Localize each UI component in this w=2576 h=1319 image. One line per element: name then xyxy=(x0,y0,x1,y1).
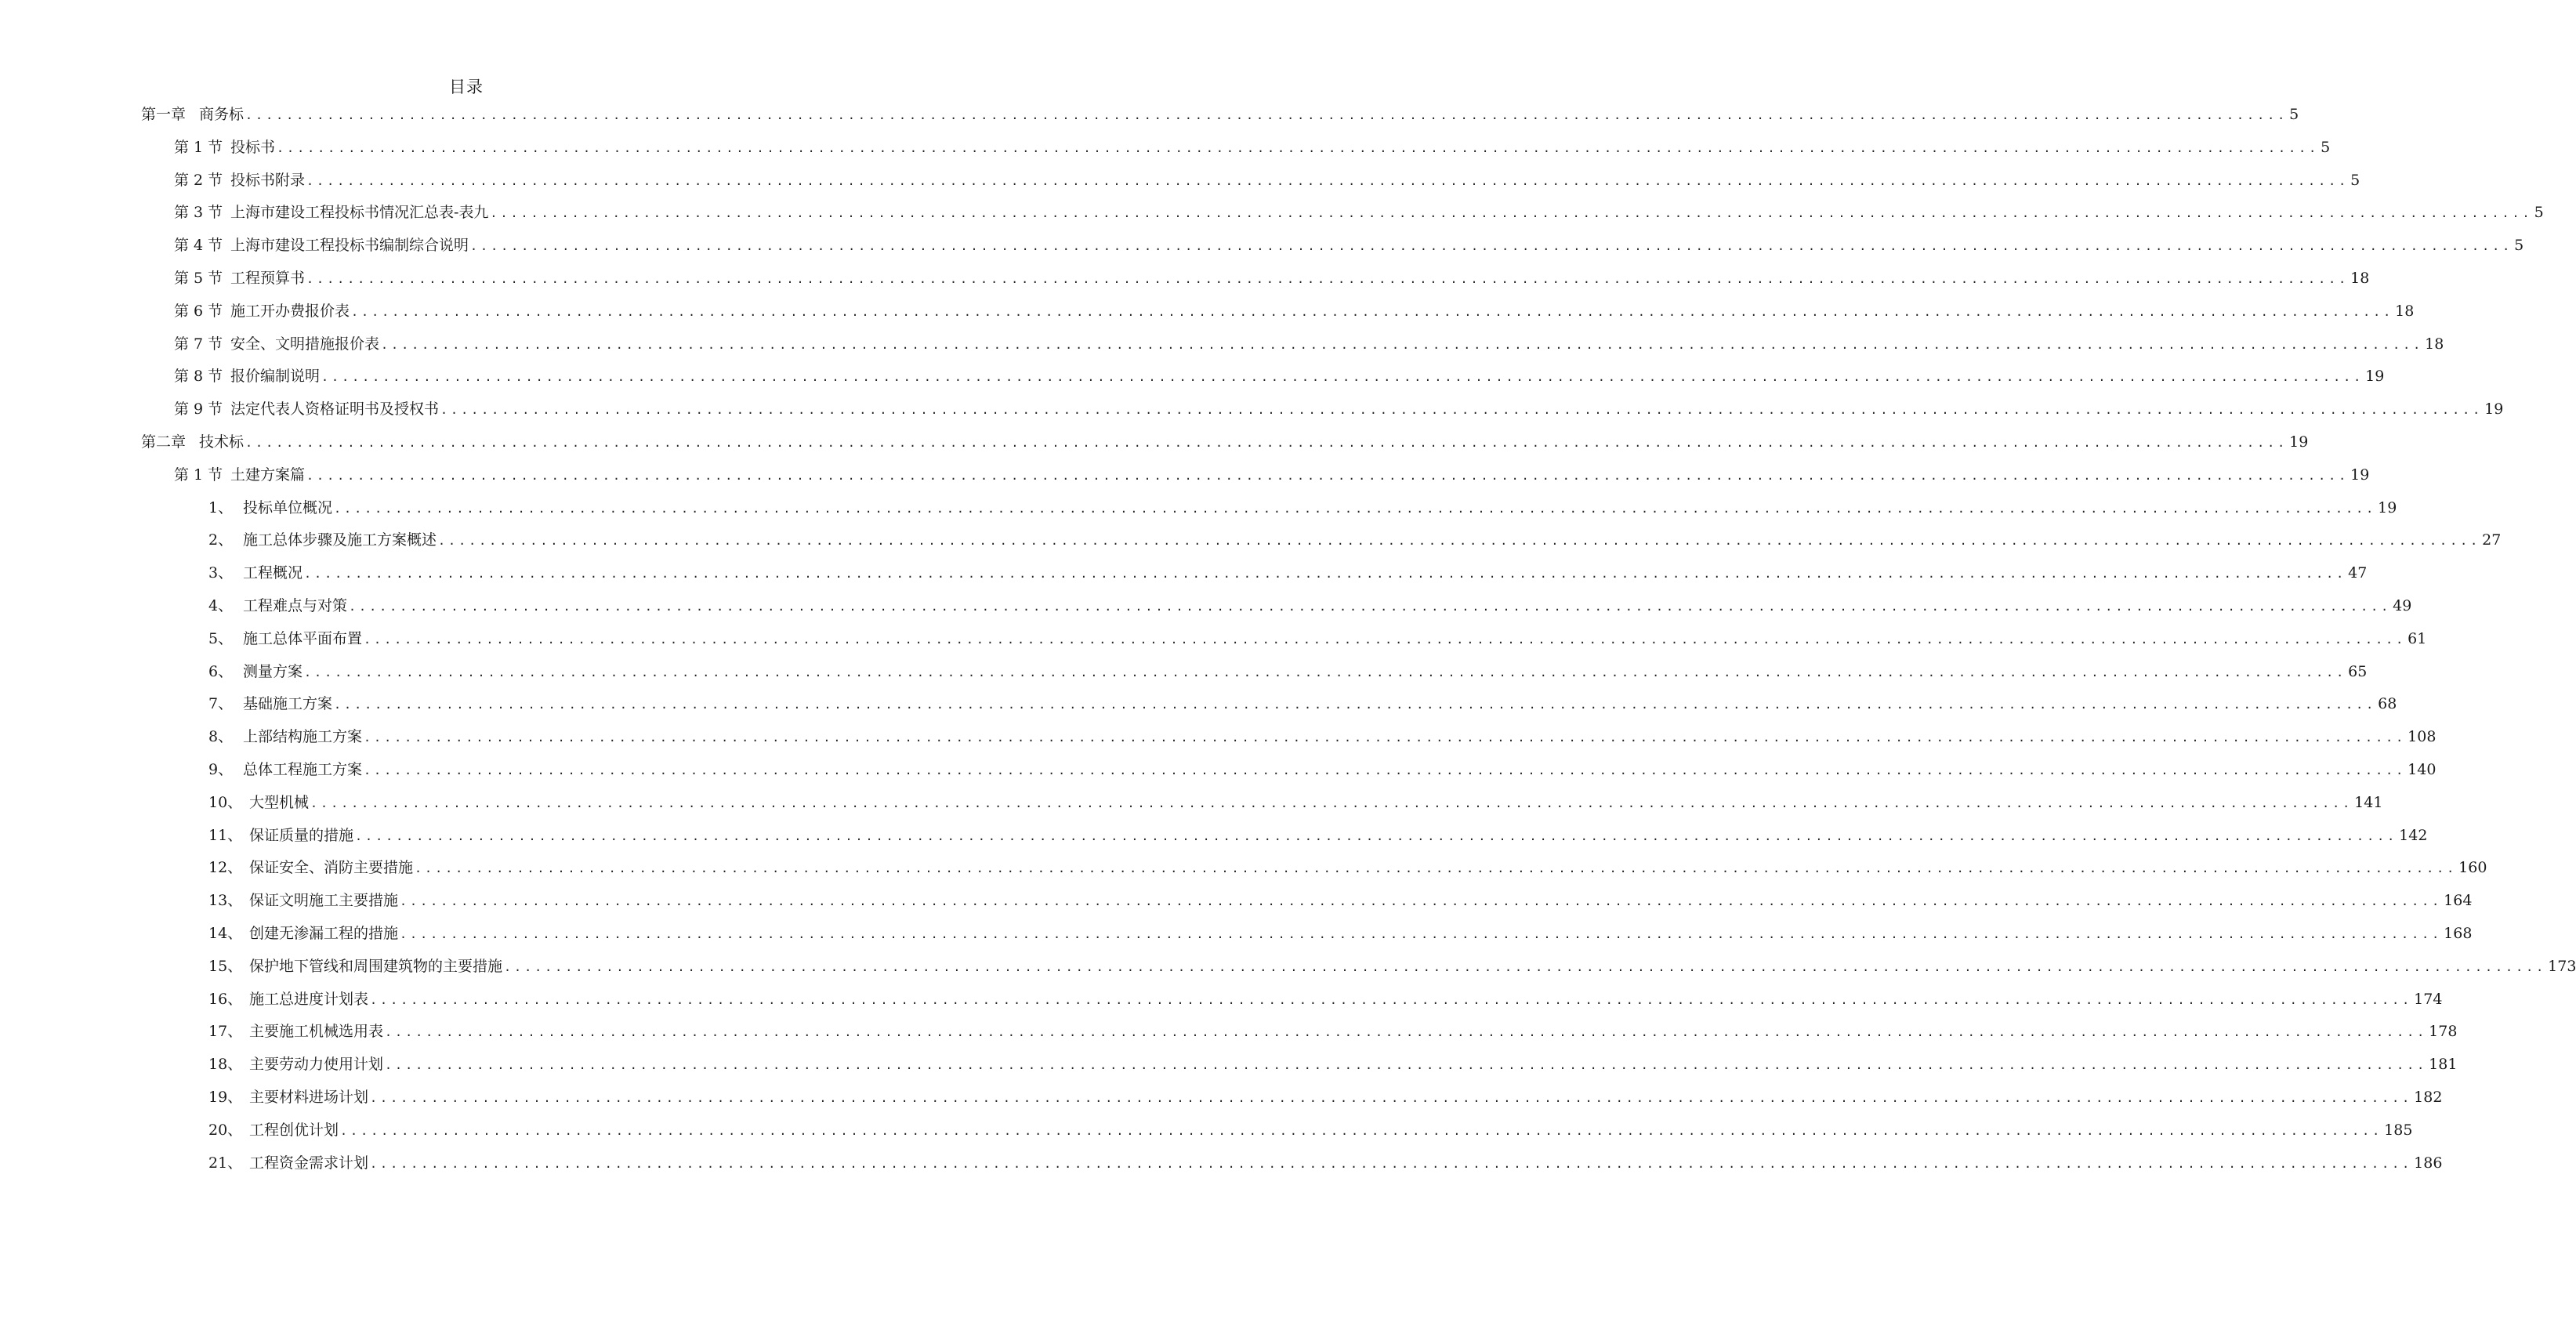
toc-entry-text: 施工总体平面布置 xyxy=(243,630,363,647)
toc-entry-label xyxy=(208,1053,383,1076)
toc-entry-label xyxy=(141,103,244,126)
toc-dot-leader: ........................................................................................................................................................................................................ xyxy=(490,206,2533,220)
toc-entry-text: 报价编制说明 xyxy=(230,368,321,385)
toc-entry-number: 21、 xyxy=(208,1154,243,1172)
toc-entry-page-number: 5 xyxy=(2350,172,2360,189)
toc-dot-leader: ........................................................................................................................................................................................................ xyxy=(310,796,2353,810)
toc-entry-page-number: 182 xyxy=(2414,1089,2443,1106)
toc-entry-number: 11、 xyxy=(208,827,243,844)
toc-entry-page-number: 61 xyxy=(2408,630,2427,647)
toc-entry-number: 第 1 节 xyxy=(174,466,223,484)
toc-entry-page-number: 168 xyxy=(2444,925,2473,942)
toc-entry-label xyxy=(208,660,303,683)
toc-entry-text: 工程创优计划 xyxy=(249,1122,339,1139)
toc-entry-page-number: 181 xyxy=(2429,1056,2458,1073)
toc-entry-label xyxy=(208,725,362,748)
toc-entry[interactable] xyxy=(208,758,2437,781)
toc-dot-leader: ........................................................................................................................................................................................................ xyxy=(364,763,2407,777)
toc-entry-label xyxy=(208,692,332,716)
toc-entry[interactable] xyxy=(208,627,2427,650)
toc-entry[interactable] xyxy=(208,1118,2413,1142)
toc-entry-text: 投标书附录 xyxy=(230,172,306,189)
toc-entry-number: 16、 xyxy=(208,991,243,1008)
toc-entry-page-number: 186 xyxy=(2414,1154,2443,1172)
toc-entry-text: 施工总进度计划表 xyxy=(249,991,369,1008)
toc-entry-label xyxy=(174,201,488,224)
toc-entry-label xyxy=(174,266,305,290)
toc-entry[interactable] xyxy=(208,660,2368,683)
toc-entry-text: 投标书 xyxy=(230,139,276,156)
toc-dot-leader: ........................................................................................................................................................................................................ xyxy=(381,338,2424,352)
toc-entry-number: 8、 xyxy=(208,728,234,745)
toc-entry-label xyxy=(208,758,362,781)
toc-entry-label xyxy=(174,168,305,192)
toc-dot-leader: ........................................................................................................................................................................................................ xyxy=(321,370,2364,384)
toc-entry-number: 1、 xyxy=(208,499,234,516)
toc-entry-page-number: 140 xyxy=(2408,761,2437,778)
toc-dot-leader: ........................................................................................................................................................................................................ xyxy=(351,305,2394,319)
toc-entry-number: 第 9 节 xyxy=(174,400,223,418)
toc-entry-page-number: 68 xyxy=(2378,695,2397,712)
toc-entry-number: 15、 xyxy=(208,958,243,975)
toc-entry-number: 第 4 节 xyxy=(174,237,223,254)
toc-entry-label xyxy=(208,791,309,814)
toc-entry-label xyxy=(174,397,439,421)
toc-dot-leader: ........................................................................................................................................................................................................ xyxy=(400,927,2443,941)
toc-entry-text: 施工开办费报价表 xyxy=(230,303,350,320)
toc-entry-text: 投标单位概况 xyxy=(243,499,333,516)
toc-entry[interactable] xyxy=(174,463,2370,487)
toc-entry-text: 上部结构施工方案 xyxy=(243,728,363,745)
toc-entry-page-number: 27 xyxy=(2482,531,2502,549)
toc-dot-leader: ........................................................................................................................................................................................................ xyxy=(370,1091,2413,1105)
toc-entry-label xyxy=(208,922,398,945)
toc-entry-text: 法定代表人资格证明书及授权书 xyxy=(230,400,440,418)
toc-entry-number: 9、 xyxy=(208,761,234,778)
toc-entry-text: 施工总体步骤及施工方案概述 xyxy=(243,531,437,549)
toc-entry-page-number: 142 xyxy=(2399,827,2428,844)
toc-entry-number: 4、 xyxy=(208,597,234,614)
toc-entry-label xyxy=(208,889,398,912)
toc-dot-leader: ........................................................................................................................................................................................................ xyxy=(304,567,2347,581)
toc-entry-number: 第 1 节 xyxy=(174,139,223,156)
toc-dot-leader: ........................................................................................................................................................................................................ xyxy=(385,1058,2428,1072)
toc-entry-text: 总体工程施工方案 xyxy=(243,761,363,778)
toc-entry-page-number: 164 xyxy=(2444,892,2473,909)
toc-entry-text: 上海市建设工程投标书编制综合说明 xyxy=(230,237,469,254)
toc-dot-leader: ........................................................................................................................................................................................................ xyxy=(470,239,2513,253)
toc-entry[interactable] xyxy=(141,103,2299,126)
toc-entry-label xyxy=(208,561,303,585)
toc-entry[interactable] xyxy=(208,824,2428,847)
toc-entry-page-number: 49 xyxy=(2393,597,2412,614)
toc-entry[interactable] xyxy=(208,987,2443,1011)
toc-entry[interactable] xyxy=(208,1053,2458,1076)
toc-entry-label xyxy=(208,1085,368,1109)
toc-entry-page-number: 18 xyxy=(2395,303,2415,320)
toc-entry[interactable] xyxy=(208,692,2397,716)
toc-entry-number: 第 7 节 xyxy=(174,335,223,353)
toc-entry-number: 14、 xyxy=(208,925,243,942)
toc-entry-text: 保证安全、消防主要措施 xyxy=(249,859,414,876)
toc-entry-page-number: 185 xyxy=(2384,1122,2413,1139)
toc-entry-text: 技术标 xyxy=(199,433,245,451)
toc-dot-leader: ........................................................................................................................................................................................................ xyxy=(385,1025,2428,1039)
toc-entry-label xyxy=(208,528,437,552)
toc-entry[interactable] xyxy=(208,791,2383,814)
toc-entry-page-number: 141 xyxy=(2354,794,2383,811)
toc-entry[interactable] xyxy=(208,496,2397,520)
toc-entry-text: 主要施工机械选用表 xyxy=(249,1023,384,1040)
toc-entry-number: 18、 xyxy=(208,1056,243,1073)
toc-entry-label xyxy=(174,234,469,257)
toc-entry[interactable] xyxy=(208,1151,2443,1175)
toc-entry-text: 上海市建设工程投标书情况汇总表-表九 xyxy=(230,204,489,221)
toc-entry[interactable] xyxy=(208,889,2473,912)
toc-entry-label xyxy=(208,1118,339,1142)
toc-entry[interactable] xyxy=(174,266,2370,290)
toc-dot-leader: ........................................................................................................................................................................................................ xyxy=(349,600,2392,614)
toc-dot-leader: ........................................................................................................................................................................................................ xyxy=(245,108,2288,122)
toc-entry-page-number: 173 xyxy=(2548,958,2576,975)
toc-entry-number: 第 6 节 xyxy=(174,303,223,320)
toc-dot-leader: ........................................................................................................................................................................................................ xyxy=(364,632,2407,647)
toc-entry[interactable] xyxy=(174,299,2415,323)
toc-dot-leader: ........................................................................................................................................................................................................ xyxy=(334,698,2377,712)
toc-dot-leader: ........................................................................................................................................................................................................ xyxy=(504,960,2547,974)
toc-entry-label xyxy=(208,987,368,1011)
toc-entry-label xyxy=(208,594,347,618)
toc-entry-text: 保护地下管线和周围建筑物的主要措施 xyxy=(249,958,503,975)
toc-entry-page-number: 47 xyxy=(2348,564,2368,582)
toc-entry[interactable] xyxy=(208,1020,2458,1043)
toc-entry-number: 12、 xyxy=(208,859,243,876)
toc-entry-number: 第一章 xyxy=(141,106,187,123)
toc-entry-label xyxy=(208,955,502,978)
toc-entry-page-number: 174 xyxy=(2414,991,2443,1008)
toc-entry-text: 创建无渗漏工程的措施 xyxy=(249,925,399,942)
toc-entry-number: 10、 xyxy=(208,794,243,811)
toc-entry-number: 第 5 节 xyxy=(174,270,223,287)
toc-entry[interactable] xyxy=(208,561,2368,585)
toc-entry-page-number: 5 xyxy=(2514,237,2524,254)
toc-entry-text: 工程概况 xyxy=(243,564,303,582)
toc-entry-label xyxy=(141,430,244,454)
toc-entry-number: 2、 xyxy=(208,531,234,549)
toc-entry-text: 保证文明施工主要措施 xyxy=(249,892,399,909)
toc-entry-text: 土建方案篇 xyxy=(230,466,306,484)
toc-entry-page-number: 108 xyxy=(2408,728,2437,745)
toc-entry-text: 工程难点与对策 xyxy=(243,597,348,614)
toc-entry[interactable] xyxy=(174,168,2360,192)
toc-entry-page-number: 19 xyxy=(2350,466,2370,484)
toc-entry[interactable] xyxy=(208,1085,2443,1109)
toc-entry[interactable] xyxy=(208,528,2502,552)
toc-entry-label xyxy=(174,364,320,388)
toc-entry-number: 第 8 节 xyxy=(174,368,223,385)
toc-entry[interactable] xyxy=(174,332,2444,356)
toc-entry[interactable] xyxy=(174,234,2524,257)
toc-entry-text: 安全、文明措施报价表 xyxy=(230,335,380,353)
toc-entry-text: 大型机械 xyxy=(249,794,310,811)
toc-entry-number: 13、 xyxy=(208,892,243,909)
toc-entry[interactable] xyxy=(174,136,2331,159)
toc-entry-label xyxy=(208,1151,368,1175)
toc-entry-label xyxy=(174,299,350,323)
toc-entry-number: 17、 xyxy=(208,1023,243,1040)
toc-entry-label xyxy=(208,824,353,847)
toc-dot-leader: ........................................................................................................................................................................................................ xyxy=(306,272,2350,286)
toc-dot-leader: ........................................................................................................................................................................................................ xyxy=(340,1124,2383,1138)
toc-dot-leader: ........................................................................................................................................................................................................ xyxy=(400,894,2443,908)
toc-entry-number: 3、 xyxy=(208,564,234,582)
toc-entry-number: 第 3 节 xyxy=(174,204,223,221)
toc-dot-leader: ........................................................................................................................................................................................................ xyxy=(306,174,2350,188)
toc-entry-number: 20、 xyxy=(208,1122,243,1139)
toc-dot-leader: ........................................................................................................................................................................................................ xyxy=(306,469,2350,483)
toc-entry-page-number: 19 xyxy=(2484,400,2504,418)
toc-dot-leader: ........................................................................................................................................................................................................ xyxy=(245,436,2288,450)
toc-entry[interactable] xyxy=(208,955,2576,978)
toc-dot-leader: ........................................................................................................................................................................................................ xyxy=(370,993,2413,1007)
toc-dot-leader: ........................................................................................................................................................................................................ xyxy=(334,502,2377,516)
toc-dot-leader: ........................................................................................................................................................................................................ xyxy=(438,534,2481,548)
toc-entry-label xyxy=(174,332,379,356)
toc-entry-number: 5、 xyxy=(208,630,234,647)
toc-entry-number: 7、 xyxy=(208,695,234,712)
toc-entry[interactable] xyxy=(174,397,2504,421)
toc-title: 目录 xyxy=(449,78,484,96)
toc-entry-page-number: 5 xyxy=(2321,139,2331,156)
toc-entry[interactable] xyxy=(208,725,2437,748)
toc-entry-page-number: 19 xyxy=(2365,368,2385,385)
toc-entry-number: 6、 xyxy=(208,663,234,680)
toc-entry-text: 主要材料进场计划 xyxy=(249,1089,369,1106)
toc-entry-text: 主要劳动力使用计划 xyxy=(249,1056,384,1073)
toc-entry-text: 测量方案 xyxy=(243,663,303,680)
toc-entry[interactable] xyxy=(174,201,2544,224)
toc-entry-text: 基础施工方案 xyxy=(243,695,333,712)
toc-entry-number: 第 2 节 xyxy=(174,172,223,189)
toc-entry[interactable] xyxy=(208,594,2412,618)
toc-entry[interactable] xyxy=(208,856,2487,879)
toc-entry-page-number: 5 xyxy=(2289,106,2299,123)
toc-dot-leader: ........................................................................................................................................................................................................ xyxy=(304,665,2347,679)
toc-entry-page-number: 19 xyxy=(2289,433,2309,451)
toc-entry-page-number: 160 xyxy=(2458,859,2487,876)
toc-entry-number: 19、 xyxy=(208,1089,243,1106)
toc-entry-text: 工程预算书 xyxy=(230,270,306,287)
toc-entry-label xyxy=(208,1020,383,1043)
toc-entry[interactable] xyxy=(208,922,2473,945)
toc-dot-leader: ........................................................................................................................................................................................................ xyxy=(277,141,2320,155)
toc-entry-page-number: 178 xyxy=(2429,1023,2458,1040)
toc-dot-leader: ........................................................................................................................................................................................................ xyxy=(415,861,2458,875)
toc-dot-leader: ........................................................................................................................................................................................................ xyxy=(355,829,2398,843)
toc-entry-page-number: 18 xyxy=(2350,270,2370,287)
toc-entry-text: 保证质量的措施 xyxy=(249,827,354,844)
toc-entry-label xyxy=(208,856,413,879)
toc-entry-text: 商务标 xyxy=(199,106,245,123)
toc-entry-label xyxy=(174,136,275,159)
toc-entry-page-number: 19 xyxy=(2378,499,2397,516)
toc-entry[interactable] xyxy=(141,430,2309,454)
toc-entry-label xyxy=(208,496,332,520)
toc-entry-label xyxy=(208,627,362,650)
toc-dot-leader: ........................................................................................................................................................................................................ xyxy=(364,730,2407,745)
toc-dot-leader: ........................................................................................................................................................................................................ xyxy=(370,1157,2413,1171)
toc-entry-page-number: 5 xyxy=(2534,204,2544,221)
toc-dot-leader: ........................................................................................................................................................................................................ xyxy=(440,403,2484,417)
toc-entry-page-number: 65 xyxy=(2348,663,2368,680)
toc-entry-label xyxy=(174,463,305,487)
toc-entry-number: 第二章 xyxy=(141,433,187,451)
toc-entry-text: 工程资金需求计划 xyxy=(249,1154,369,1172)
toc-entry-page-number: 18 xyxy=(2425,335,2444,353)
toc-entry[interactable] xyxy=(174,364,2385,388)
